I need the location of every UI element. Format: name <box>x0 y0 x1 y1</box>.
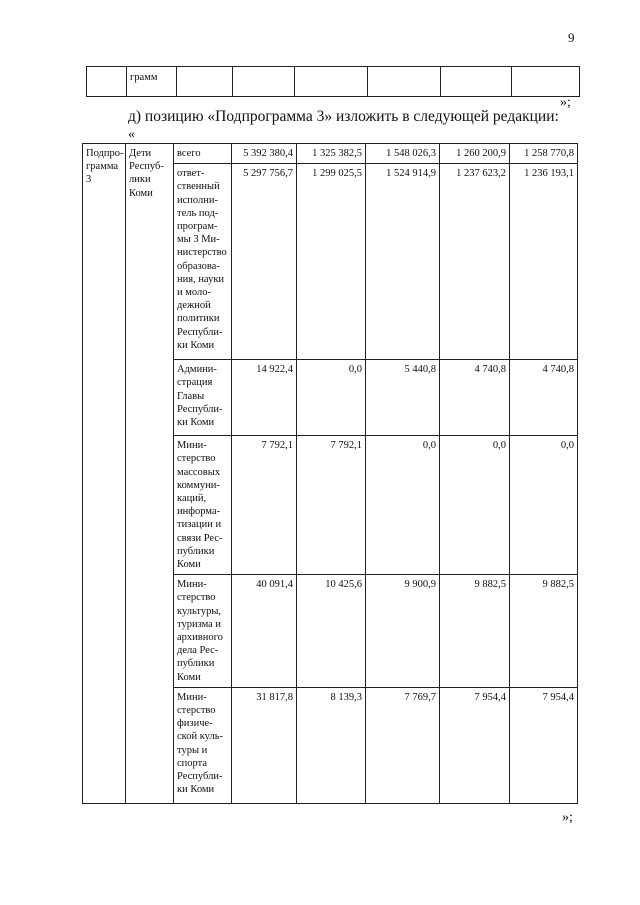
value-cell: 1 548 026,3 <box>366 144 440 164</box>
value-cell: 9 882,5 <box>510 575 578 688</box>
table-cell <box>295 67 368 97</box>
page-number: 9 <box>568 30 575 45</box>
subprogram-name-cell: Дети Респуб- лики Коми <box>126 144 174 804</box>
value-cell: 9 882,5 <box>440 575 510 688</box>
value-cell: 7 792,1 <box>232 436 297 575</box>
table-cell <box>441 67 512 97</box>
opening-quote: « <box>128 127 135 142</box>
value-cell: 31 817,8 <box>232 687 297 803</box>
value-cell: 8 139,3 <box>297 687 366 803</box>
value-cell: 4 740,8 <box>440 360 510 436</box>
value-cell: 10 425,6 <box>297 575 366 688</box>
table-cell <box>177 67 233 97</box>
value-cell: 1 299 025,5 <box>297 164 366 360</box>
value-cell: 1 258 770,8 <box>510 144 578 164</box>
subprogram-3-table <box>82 143 578 804</box>
value-cell: 5 440,8 <box>366 360 440 436</box>
value-cell: 40 091,4 <box>232 575 297 688</box>
executor-cell: всего <box>174 144 232 164</box>
closing-quote: »; <box>562 810 573 825</box>
value-cell: 1 237 623,2 <box>440 164 510 360</box>
instruction-text: д) позицию «Подпрограмма 3» изложить в следующей редакции: <box>128 108 559 125</box>
executor-cell: Админи- страция Главы Республи- ки Коми <box>174 360 232 436</box>
value-cell: 5 297 756,7 <box>232 164 297 360</box>
executor-cell: Мини- стерство культуры, туризма и архивного дела Рес- публики Коми <box>174 575 232 688</box>
executor-cell: Мини- стерство массовых коммуни- каций, информа- тизации и связи Рес- публики Коми <box>174 436 232 575</box>
value-cell: 14 922,4 <box>232 360 297 436</box>
executor-cell: ответ- ственный исполни- тель под- програм- мы 3 Ми- нистерство образова- ния, науки и моло- дежной политики Республи- ки Коми <box>174 164 232 360</box>
table-cell <box>233 67 295 97</box>
value-cell: 7 954,4 <box>510 687 578 803</box>
table-row <box>83 144 578 164</box>
value-cell: 1 325 382,5 <box>297 144 366 164</box>
value-cell: 7 954,4 <box>440 687 510 803</box>
value-cell: 1 260 200,9 <box>440 144 510 164</box>
value-cell: 0,0 <box>297 360 366 436</box>
value-cell: 0,0 <box>366 436 440 575</box>
value-cell: 7 769,7 <box>366 687 440 803</box>
top-table-fragment <box>86 66 580 97</box>
value-cell: 9 900,9 <box>366 575 440 688</box>
table-cell <box>87 67 127 97</box>
value-cell: 1 236 193,1 <box>510 164 578 360</box>
value-cell: 4 740,8 <box>510 360 578 436</box>
subprogram-cell: Подпро- грамма 3 <box>83 144 126 804</box>
executor-cell: Мини- стерство физиче- ской куль- туры и спорта Республи- ки Коми <box>174 687 232 803</box>
table-row <box>87 67 580 97</box>
value-cell: 5 392 380,4 <box>232 144 297 164</box>
value-cell: 1 524 914,9 <box>366 164 440 360</box>
closing-quote: »; <box>560 95 571 110</box>
table-cell: грамм <box>127 67 177 97</box>
table-cell <box>512 67 580 97</box>
value-cell: 0,0 <box>510 436 578 575</box>
value-cell: 7 792,1 <box>297 436 366 575</box>
table-cell <box>368 67 441 97</box>
value-cell: 0,0 <box>440 436 510 575</box>
